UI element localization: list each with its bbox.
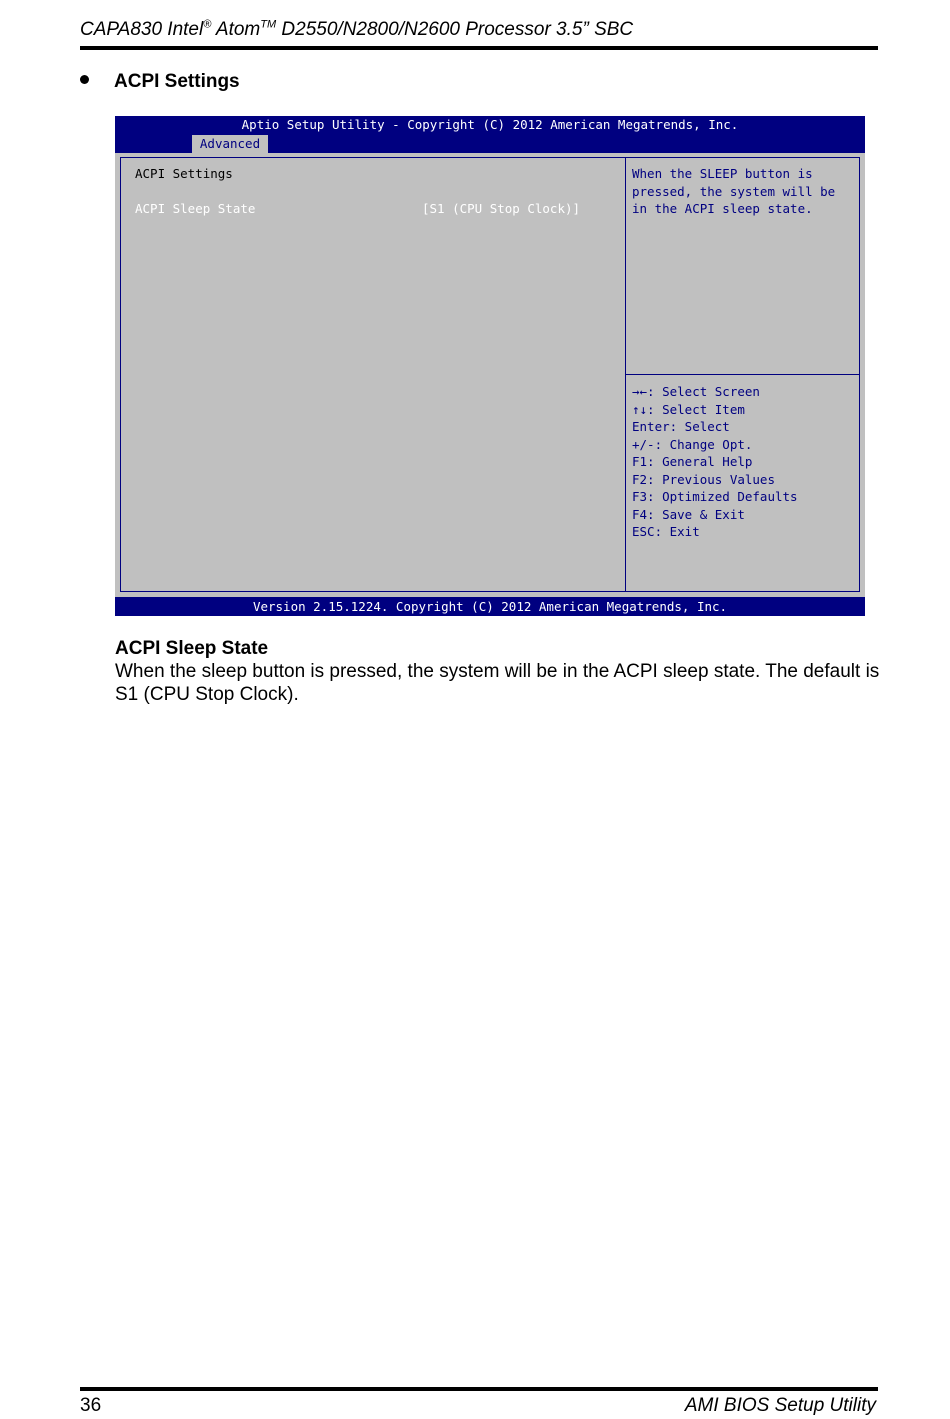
- header-suffix: D2550/N2800/N2600 Processor 3.5” SBC: [276, 19, 634, 40]
- option-description: When the sleep button is pressed, the system will be in the ACPI sleep state. The default is S1 (CPU Stop Clock).: [115, 661, 880, 705]
- section-heading-text: ACPI Settings: [114, 71, 240, 92]
- help-line: in the ACPI sleep state.: [632, 201, 813, 216]
- help-line: pressed, the system will be: [632, 183, 836, 199]
- acpi-sleep-state-item[interactable]: ACPI Sleep State: [135, 201, 256, 216]
- footer-title: AMI BIOS Setup Utility: [684, 1395, 876, 1416]
- section-heading: [80, 70, 240, 94]
- document-footer: [80, 1387, 878, 1416]
- key-esc-exit: ESC: Exit: [632, 524, 700, 539]
- option-title: ACPI Sleep State: [115, 638, 269, 659]
- key-legend: [632, 383, 857, 541]
- trademark-mark: TM: [260, 18, 277, 31]
- key-save-exit: F4: Save & Exit: [632, 506, 745, 522]
- bios-version-footer: Version 2.15.1224. Copyright (C) 2012 American Megatrends, Inc.: [115, 597, 865, 616]
- help-line: When the SLEEP button is: [632, 166, 813, 181]
- bios-main-panel: [120, 157, 860, 592]
- key-select-screen: →←: Select Screen: [632, 384, 760, 399]
- key-enter-select: Enter: Select: [632, 419, 730, 434]
- header-atom: Atom: [211, 19, 261, 40]
- document-header: [80, 18, 878, 50]
- acpi-sleep-state-value[interactable]: [S1 (CPU Stop Clock)]: [422, 201, 581, 216]
- bios-title: Aptio Setup Utility - Copyright (C) 2012 American Megatrends, Inc.: [241, 117, 739, 132]
- key-general-help: F1: General Help: [632, 454, 753, 469]
- tab-advanced[interactable]: Advanced: [192, 135, 268, 153]
- key-select-item: ↑↓: Select Item: [632, 401, 745, 417]
- bios-screenshot: [115, 116, 865, 616]
- page-number: 36: [80, 1395, 102, 1416]
- key-previous-values: F2: Previous Values: [632, 471, 775, 487]
- bullet-icon: [80, 75, 89, 84]
- help-divider: [626, 374, 859, 375]
- key-change-option: +/-: Change Opt.: [632, 436, 753, 452]
- bios-title-bar: [115, 116, 865, 153]
- bios-section-title: ACPI Settings: [135, 166, 233, 181]
- help-text: [632, 165, 857, 218]
- registered-mark: ®: [203, 18, 212, 31]
- key-optimized-defaults: F3: Optimized Defaults: [632, 489, 798, 504]
- header-prefix: CAPA830 Intel: [80, 19, 204, 40]
